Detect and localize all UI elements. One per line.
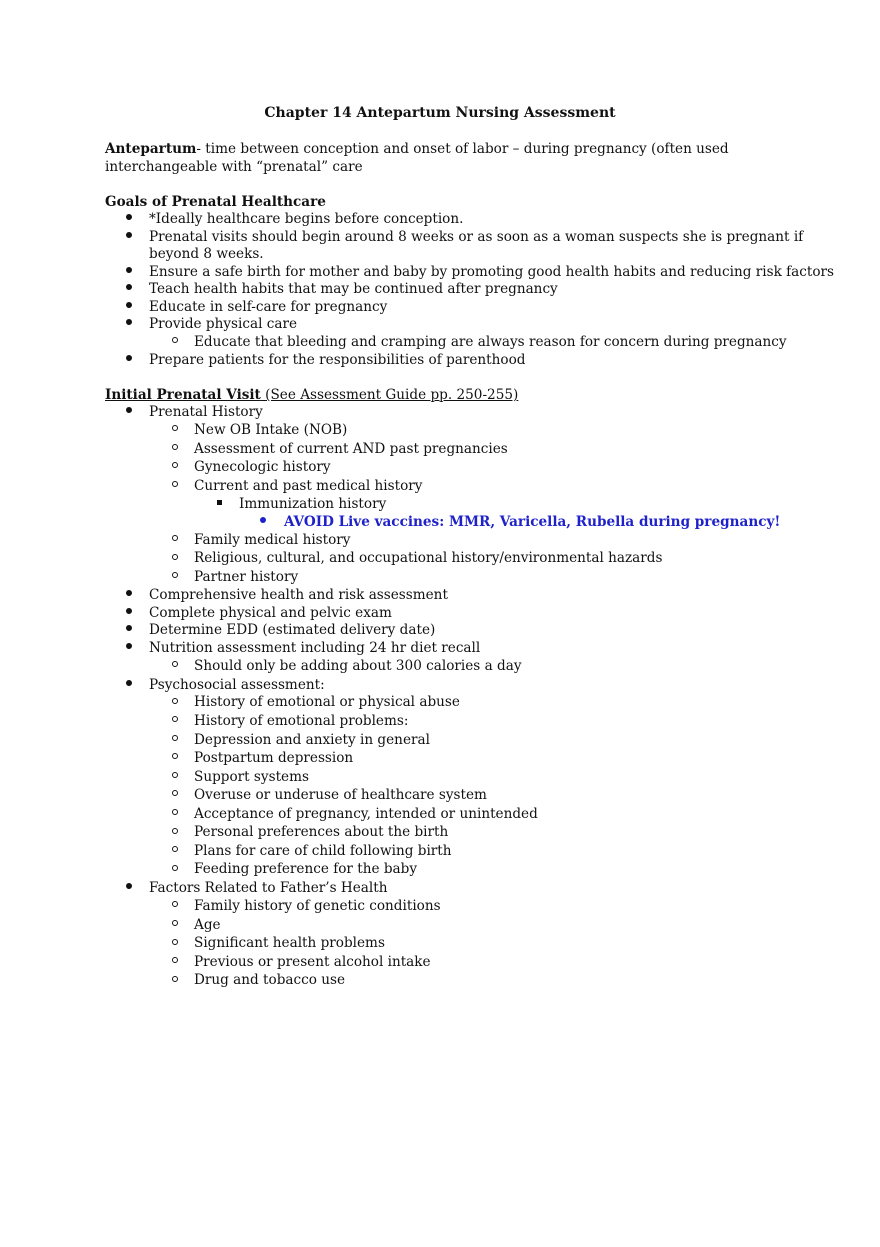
- visit-subitem: Depression and anxiety in general: [194, 732, 430, 748]
- visit-subitem: Drug and tobacco use: [194, 972, 346, 988]
- definition-text-1: - time between conception and onset of labor – during pregnancy (often used: [196, 141, 729, 157]
- bullet-icon: [126, 883, 132, 889]
- visit-subitem: Personal preferences about the birth: [194, 824, 449, 840]
- visit-item: Comprehensive health and risk assessment: [149, 587, 448, 603]
- sub-bullet-icon: [172, 957, 178, 963]
- sub-bullet-icon: [172, 753, 178, 759]
- visit-subitem: Assessment of current AND past pregnancies: [194, 441, 508, 457]
- page-title: Chapter 14 Antepartum Nursing Assessment: [264, 105, 616, 121]
- visit-subitem: Significant health problems: [194, 935, 385, 951]
- bullet-icon: [126, 319, 132, 325]
- visit-subitem: Should only be adding about 300 calories a day: [194, 658, 522, 674]
- visit-subitem: Acceptance of pregnancy, intended or unintended: [194, 806, 538, 822]
- visit-subitem: Previous or present alcohol intake: [194, 954, 431, 970]
- sub-bullet-icon: [172, 481, 178, 487]
- bullet-icon: [126, 355, 132, 361]
- bullet-icon: [126, 590, 132, 596]
- sub-bullet-icon: [172, 572, 178, 578]
- bullet-icon: [126, 407, 132, 413]
- sub-bullet-icon: [172, 772, 178, 778]
- sub-bullet-icon: [172, 698, 178, 704]
- visit-item: Factors Related to Father’s Health: [149, 880, 388, 896]
- visit-subitem: Plans for care of child following birth: [194, 843, 452, 859]
- sub-bullet-icon: [172, 444, 178, 450]
- sub-bullet-icon: [172, 337, 178, 343]
- sub-bullet-icon: [172, 554, 178, 560]
- initial-heading: Initial Prenatal Visit: [105, 387, 261, 403]
- sub-bullet-icon: [172, 901, 178, 907]
- visit-item: Psychosocial assessment:: [149, 677, 325, 693]
- goals-item: Ensure a safe birth for mother and baby by promoting good health habits and reducing risk factors: [149, 264, 835, 280]
- bullet-icon: [126, 267, 132, 273]
- visit-subitem: Age: [194, 917, 221, 933]
- visit-subitem: Gynecologic history: [194, 459, 331, 475]
- bullet-icon: [126, 214, 132, 220]
- goals-item: Educate in self-care for pregnancy: [149, 299, 388, 315]
- goals-item: Prenatal visits should begin around 8 weeks or as soon as a woman suspects she is pregnant if: [149, 229, 804, 245]
- bullet-icon: [126, 232, 132, 238]
- goals-item: Provide physical care: [149, 316, 298, 332]
- goals-item-continuation: beyond 8 weeks.: [149, 246, 264, 262]
- visit-item: Complete physical and pelvic exam: [149, 605, 392, 621]
- bullet-icon: [126, 625, 132, 631]
- visit-subitem: Feeding preference for the baby: [194, 861, 418, 877]
- definition-term: Antepartum: [105, 141, 197, 157]
- goals-subitem: Educate that bleeding and cramping are always reason for concern during pregnancy: [194, 334, 787, 350]
- visit-subitem: Postpartum depression: [194, 750, 354, 766]
- bullet-icon: [126, 284, 132, 290]
- goals-item: Prepare patients for the responsibilities of parenthood: [149, 352, 526, 368]
- visit-subitem: History of emotional problems:: [194, 713, 409, 729]
- sub-bullet-icon: [172, 846, 178, 852]
- bullet-icon: [126, 302, 132, 308]
- visit-subitem: Support systems: [194, 769, 309, 785]
- bullet-icon: [126, 643, 132, 649]
- visit-subsubitem: Immunization history: [239, 496, 387, 512]
- sub-bullet-icon: [172, 939, 178, 945]
- goals-heading: Goals of Prenatal Healthcare: [105, 194, 326, 210]
- visit-item: Nutrition assessment including 24 hr diet recall: [149, 640, 481, 656]
- sub-bullet-icon: [172, 976, 178, 982]
- sub-bullet-icon: [172, 735, 178, 741]
- visit-subitem: New OB Intake (NOB): [194, 422, 348, 438]
- initial-reference: (See Assessment Guide pp. 250-255): [260, 387, 519, 403]
- sub-bullet-icon: [172, 828, 178, 834]
- visit-subitem: Current and past medical history: [194, 478, 423, 494]
- definition-line-1: [105, 140, 729, 158]
- vaccine-warning: AVOID Live vaccines: MMR, Varicella, Rubella during pregnancy!: [284, 514, 781, 530]
- sub-bullet-icon: [172, 535, 178, 541]
- visit-subitem: Overuse or underuse of healthcare system: [194, 787, 487, 803]
- visit-subitem: Family history of genetic conditions: [194, 898, 441, 914]
- sub-bullet-icon: [172, 661, 178, 667]
- visit-subitem: Religious, cultural, and occupational history/environmental hazards: [194, 550, 663, 566]
- visit-subitem: Family medical history: [194, 532, 351, 548]
- sub-bullet-icon: [172, 865, 178, 871]
- warning-bullet-icon: [260, 517, 266, 523]
- visit-subitem: Partner history: [194, 569, 299, 585]
- sub-bullet-icon: [172, 716, 178, 722]
- sub-bullet-icon: [172, 462, 178, 468]
- visit-item: Determine EDD (estimated delivery date): [149, 622, 436, 638]
- visit-subitem: History of emotional or physical abuse: [194, 694, 460, 710]
- goals-item: Teach health habits that may be continued after pregnancy: [149, 281, 558, 297]
- bullet-icon: [126, 608, 132, 614]
- definition-line-2: interchangeable with “prenatal” care: [105, 159, 363, 175]
- sub-bullet-icon: [172, 790, 178, 796]
- sub-bullet-icon: [172, 425, 178, 431]
- sub-bullet-icon: [172, 920, 178, 926]
- square-bullet-icon: [217, 500, 222, 505]
- visit-item: Prenatal History: [149, 404, 263, 420]
- goals-item: *Ideally healthcare begins before conception.: [149, 211, 464, 227]
- bullet-icon: [126, 680, 132, 686]
- initial-heading-line: [105, 386, 518, 404]
- sub-bullet-icon: [172, 809, 178, 815]
